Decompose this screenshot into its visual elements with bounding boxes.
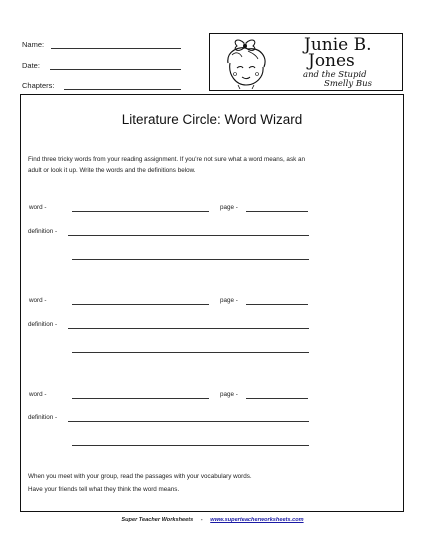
definition-label: definition -: [28, 228, 58, 235]
instructions-line1: Find three tricky words from your reading assignment. If you're not sure what a word means, ask an: [28, 156, 305, 163]
instructions-line2: adult or look it up. Write the words and the definitions below.: [28, 167, 196, 174]
worksheet-title: Literature Circle: Word Wizard: [121, 112, 303, 127]
definition-line-2: [72, 445, 309, 446]
page-label: page -: [220, 391, 238, 398]
book-logo-box: [209, 33, 403, 91]
footer: [0, 517, 425, 523]
worksheet-box: [20, 94, 404, 512]
word-label: word -: [29, 297, 47, 304]
definition-line: [68, 235, 309, 236]
book-subtitle-line2: Smelly Bus: [324, 79, 372, 89]
page-line: [246, 304, 308, 305]
footer-link[interactable]: www.superteacherworksheets.com: [210, 517, 304, 523]
chapters-label: Chapters:: [22, 81, 55, 90]
word-label: word -: [29, 204, 47, 211]
definition-line: [68, 328, 309, 329]
footer-brand: Super Teacher Worksheets: [121, 517, 194, 523]
definition-line: [68, 421, 309, 422]
name-label: Name:: [22, 40, 45, 49]
definition-label: definition -: [28, 414, 58, 421]
date-label: Date:: [22, 61, 40, 70]
definition-line-2: [72, 352, 309, 353]
date-line: [50, 69, 181, 70]
page-line: [246, 211, 308, 212]
definition-label: definition -: [28, 321, 58, 328]
closing-line1: When you meet with your group, read the passages with your vocabulary words.: [28, 473, 252, 480]
book-title-line2: Jones: [308, 51, 355, 71]
girl-face-icon: [218, 37, 276, 89]
name-line: [51, 48, 181, 49]
word-label: word -: [29, 391, 47, 398]
word-line: [72, 304, 209, 305]
footer-separator: -: [200, 517, 203, 523]
book-subtitle-line1: and the Stupid: [303, 70, 367, 80]
word-line: [72, 211, 209, 212]
page-label: page -: [220, 297, 238, 304]
chapters-line: [64, 89, 181, 90]
book-title-line1: Junie B.: [304, 35, 372, 55]
word-line: [72, 398, 209, 399]
page-label: page -: [220, 204, 238, 211]
closing-line2: Have your friends tell what they think the word means.: [28, 486, 180, 493]
definition-line-2: [72, 259, 309, 260]
page-line: [246, 398, 308, 399]
